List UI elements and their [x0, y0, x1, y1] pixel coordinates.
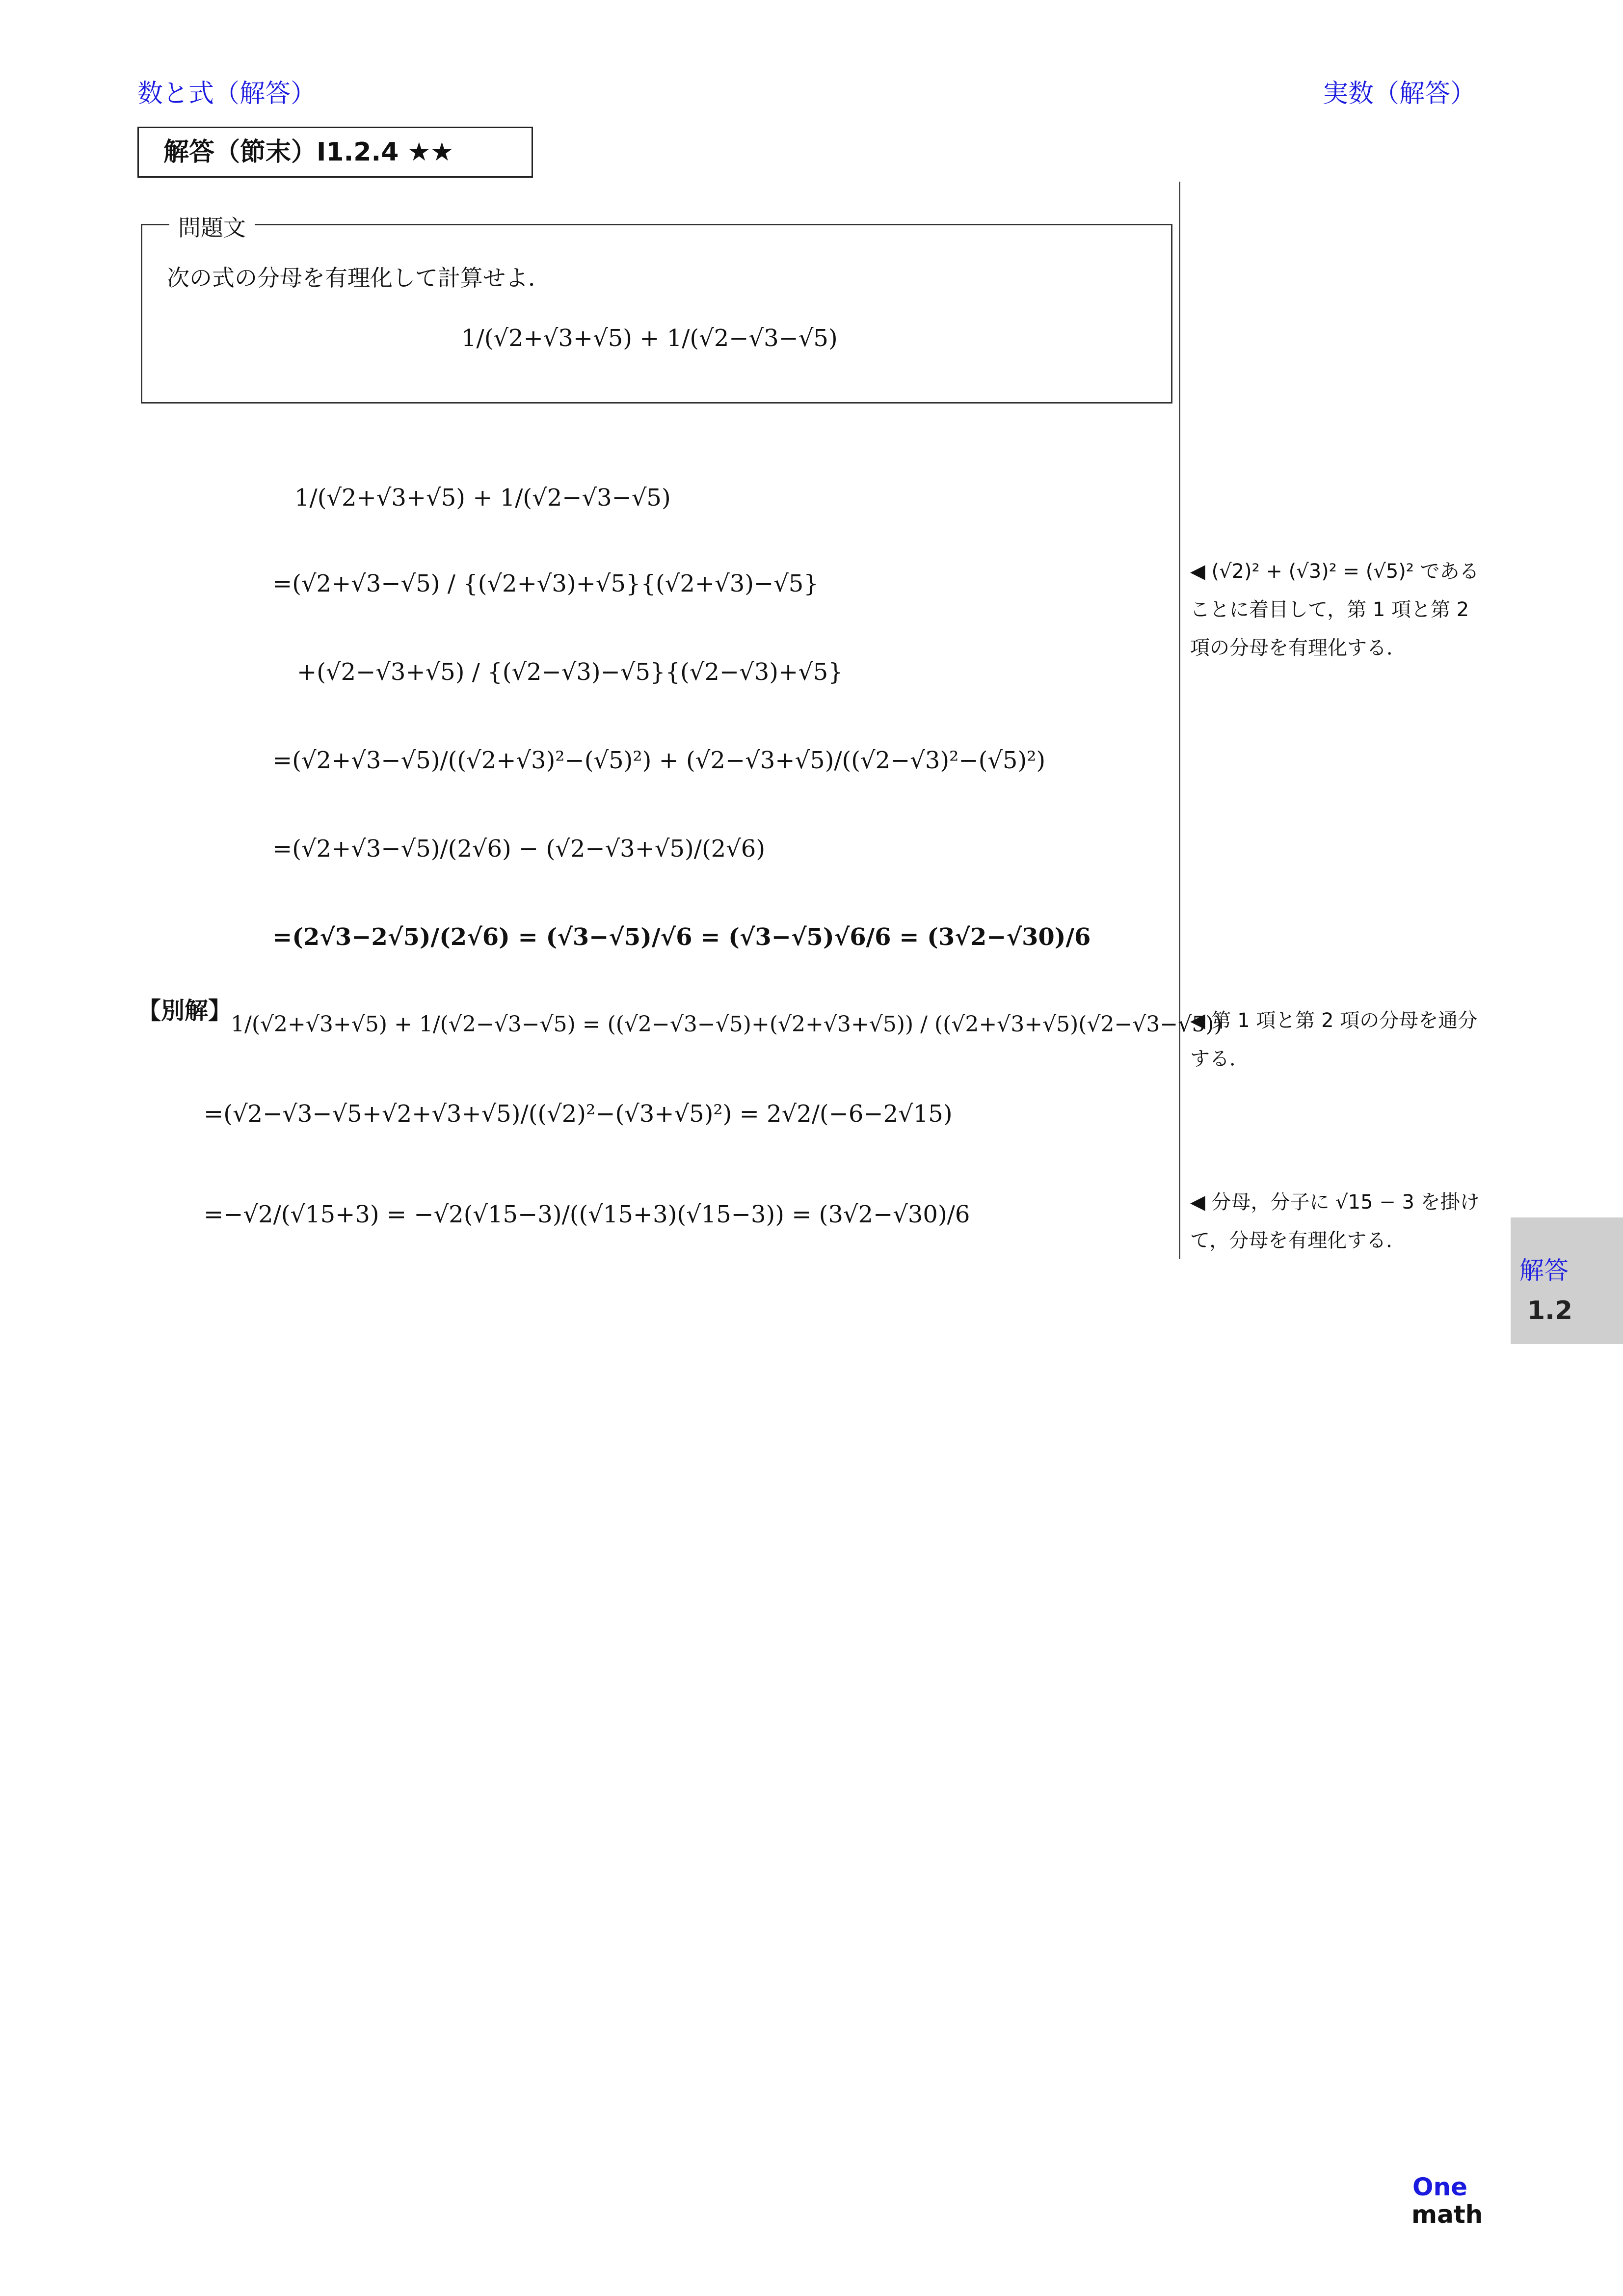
problem-text: 次の式の分母を有理化して計算せよ．: [167, 265, 551, 291]
side-note-3: ◀ 分母，分子に √15 − 3 を掛けて，分母を有理化する．: [1190, 1191, 1480, 1252]
solution-line-3: +(√2−√3+√5) / {(√2−√3)−√5}{(√2−√3)+√5}: [297, 658, 843, 686]
solution-line-5: =(√2+√3−√5)/(2√6) − (√2−√3+√5)/(2√6): [272, 835, 766, 863]
alternative-line-3: =−√2/(√15+3) = −√2(√15−3)/((√15+3)(√15−3)) = (3√2−√30)/6: [204, 1201, 970, 1228]
section-tab-label: 解答: [1519, 1256, 1569, 1285]
header-left: 数と式（解答）: [137, 79, 317, 108]
section-tab-number: 1.2: [1527, 1296, 1573, 1325]
alternative-line-2: =(√2−√3−√5+√2+√3+√5)/((√2)²−(√3+√5)²) = 2√2/(−6−2√15): [204, 1100, 953, 1128]
solution-line-1: 1/(√2+√3+√5) + 1/(√2−√3−√5): [294, 484, 671, 512]
solution-line-6: =(2√3−2√5)/(2√6) = (√3−√5)/√6 = (√3−√5)√6/6 = (3√2−√30)/6: [272, 923, 1091, 951]
problem-expression: 1/(√2+√3+√5) + 1/(√2−√3−√5): [461, 324, 838, 352]
solution-line-4: =(√2+√3−√5)/((√2+√3)²−(√5)²) + (√2−√3+√5)/((√2−√3)²−(√5)²): [272, 747, 1046, 774]
solution-line-2: =(√2+√3−√5) / {(√2+√3)+√5}{(√2+√3)−√5}: [272, 570, 819, 597]
alternative-label: 【別解】: [137, 997, 232, 1025]
side-note-1: ◀ (√2)² + (√3)² = (√5)² であることに着目して，第 1 項と第 2 項の分母を有理化する．: [1190, 560, 1479, 659]
section-title: 解答（節末）I1.2.4 ★★: [137, 127, 533, 178]
header-right: 実数（解答）: [1322, 79, 1476, 108]
problem-box: [141, 224, 1172, 404]
svg-text:math: math: [1411, 2200, 1483, 2229]
svg-text:One: One: [1412, 2173, 1468, 2201]
side-note-2: ◀ 第 1 項と第 2 項の分母を通分する．: [1190, 1009, 1478, 1070]
alternative-line-1: 1/(√2+√3+√5) + 1/(√2−√3−√5) = ((√2−√3−√5)+(√2+√3+√5)) / ((√2+√3+√5)(√2−√3−√5)): [231, 1012, 1223, 1037]
onemath-logo-icon: [1409, 2170, 1492, 2229]
margin-divider: [1179, 182, 1180, 1259]
problem-label: 問題文: [169, 210, 255, 243]
